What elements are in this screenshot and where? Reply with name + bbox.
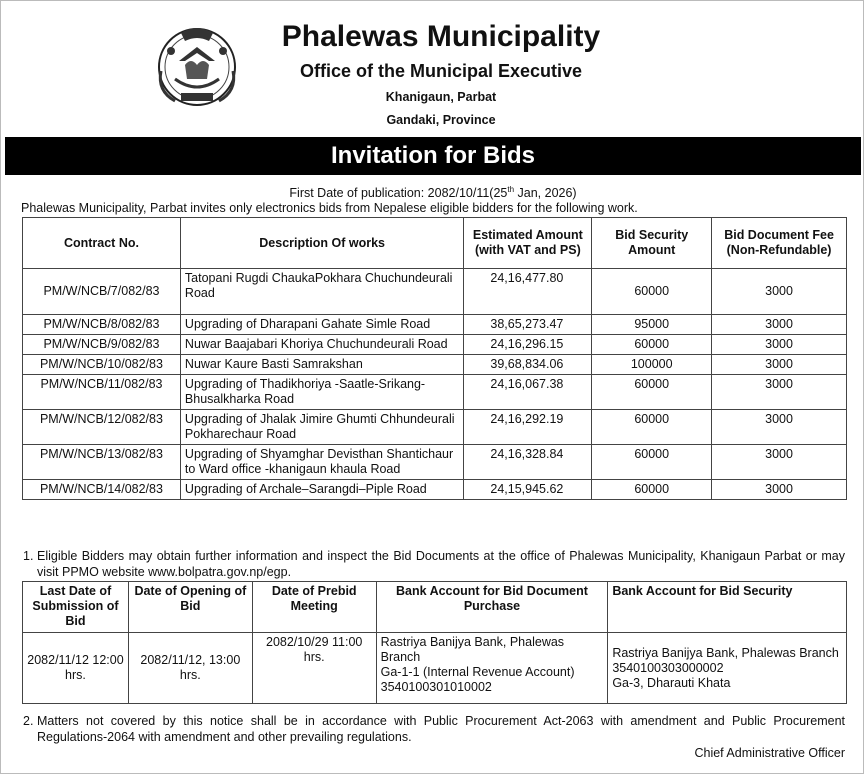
cell-fee: 3000 (712, 315, 847, 335)
cell-prebid: 2082/10/29 11:00 hrs. (252, 633, 376, 704)
cell-security: 60000 (592, 269, 712, 315)
cell-security: 95000 (592, 315, 712, 335)
cell-description: Tatopani Rugdi ChaukaPokhara Chuchundeurali Road (180, 269, 463, 315)
note-2-text: Matters not covered by this notice shall be in accordance with Public Procurement Act-2063 with amendment and Public Procurement Regulations-2064 with amendment and other prevailing regulations. (37, 714, 845, 744)
cell-security: 60000 (592, 335, 712, 355)
cell-estimate: 38,65,273.47 (464, 315, 592, 335)
bank-sec-line1: Rastriya Banijya Bank, Phalewas Branch (612, 645, 839, 660)
cell-security: 60000 (592, 375, 712, 410)
cell-security: 60000 (592, 480, 712, 500)
cell-estimate: 24,16,292.19 (464, 410, 592, 445)
table-row (23, 480, 847, 500)
cell-description: Upgrading of Jhalak Jimire Ghumti Chhundeurali Pokharechaur Road (180, 410, 463, 445)
header-bank-security: Bank Account for Bid Security (608, 582, 847, 633)
address-line1: Khanigaun, Parbat (385, 90, 497, 104)
cell-contract: PM/W/NCB/10/082/83 (23, 355, 181, 375)
cell-security: 60000 (592, 410, 712, 445)
cell-description: Upgrading of Shyamghar Devisthan Shantichaur to Ward office -khanigaun khaula Road (180, 445, 463, 480)
cell-fee: 3000 (712, 410, 847, 445)
table-row (23, 445, 847, 480)
cell-estimate: 24,15,945.62 (464, 480, 592, 500)
cell-contract: PM/W/NCB/11/082/83 (23, 375, 181, 410)
cell-fee: 3000 (712, 335, 847, 355)
header-prebid: Date of Prebid Meeting (252, 582, 376, 633)
cell-contract: PM/W/NCB/7/082/83 (23, 269, 181, 315)
header-fee: Bid Document Fee (Non-Refundable) (712, 218, 847, 269)
cell-fee: 3000 (712, 269, 847, 315)
cell-security: 60000 (592, 445, 712, 480)
table-row (23, 375, 847, 410)
cell-security: 100000 (592, 355, 712, 375)
dates-table (22, 581, 847, 704)
bank-sec-line3: Ga-3, Dharauti Khata (612, 675, 731, 690)
bank-doc-line2: Ga-1-1 (Internal Revenue Account) (380, 665, 575, 679)
cell-bank-security (608, 633, 847, 704)
org-name: Phalewas Municipality (281, 20, 601, 53)
note-2 (23, 713, 849, 745)
cell-contract: PM/W/NCB/14/082/83 (23, 480, 181, 500)
header-opening: Date of Opening of Bid (128, 582, 252, 633)
cell-fee: 3000 (712, 355, 847, 375)
cell-description: Upgrading of Dharapani Gahate Simle Road (180, 315, 463, 335)
note-1-number: 1. (23, 549, 34, 563)
table-row (23, 355, 847, 375)
cell-opening: 2082/11/12, 13:00 hrs. (128, 633, 252, 704)
header-description: Description Of works (180, 218, 463, 269)
bank-sec-line2: 3540100303000002 (612, 660, 724, 675)
cell-estimate: 24,16,477.80 (464, 269, 592, 315)
bank-doc-line1: Rastriya Banijya Bank, Phalewas Branch (380, 635, 565, 664)
header-contract: Contract No. (23, 218, 181, 269)
address-line2: Gandaki, Province (386, 113, 496, 127)
nepal-emblem-icon (151, 21, 243, 109)
cell-estimate: 24,16,296.15 (464, 335, 592, 355)
cell-fee: 3000 (712, 445, 847, 480)
table-row (23, 410, 847, 445)
notice-title: Invitation for Bids (5, 137, 861, 175)
cell-fee: 3000 (712, 480, 847, 500)
cell-fee: 3000 (712, 375, 847, 410)
cell-submission: 2082/11/12 12:00 hrs. (23, 633, 129, 704)
bids-table (22, 217, 847, 500)
table-row (23, 633, 847, 704)
note-2-number: 2. (23, 714, 34, 728)
cell-contract: PM/W/NCB/13/082/83 (23, 445, 181, 480)
cell-description: Nuwar Kaure Basti Samrakshan (180, 355, 463, 375)
publication-date: First Date of publication: 2082/10/11(25th Jan, 2026) (289, 185, 577, 201)
table-row (23, 335, 847, 355)
bids-header-row (23, 218, 847, 269)
intro-text: Phalewas Municipality, Parbat invites only electronics bids from Nepalese eligible bidders for the following work. (21, 201, 638, 215)
office-name: Office of the Municipal Executive (299, 61, 583, 81)
note-1-text: Eligible Bidders may obtain further information and inspect the Bid Documents at the office of Phalewas Municipality, Khanigaun Parbat or may visit PPMO website www.bolpatra.gov.np/egp. (37, 549, 845, 579)
dates-header-row (23, 582, 847, 633)
header-bank-doc: Bank Account for Bid Document Purchase (376, 582, 608, 633)
table-row (23, 269, 847, 315)
header-submission: Last Date of Submission of Bid (23, 582, 129, 633)
table-row (23, 315, 847, 335)
header-security: Bid Security Amount (592, 218, 712, 269)
cell-description: Upgrading of Thadikhoriya -Saatle-Srikang-Bhusalkharka Road (180, 375, 463, 410)
note-1 (23, 548, 849, 580)
cell-bank-doc (376, 633, 608, 704)
signature: Chief Administrative Officer (694, 746, 845, 760)
cell-contract: PM/W/NCB/8/082/83 (23, 315, 181, 335)
cell-estimate: 39,68,834.06 (464, 355, 592, 375)
bank-doc-line3: 3540100301010002 (380, 680, 492, 694)
cell-contract: PM/W/NCB/12/082/83 (23, 410, 181, 445)
cell-contract: PM/W/NCB/9/082/83 (23, 335, 181, 355)
cell-description: Nuwar Baajabari Khoriya Chuchundeurali Road (180, 335, 463, 355)
cell-estimate: 24,16,067.38 (464, 375, 592, 410)
cell-estimate: 24,16,328.84 (464, 445, 592, 480)
cell-description: Upgrading of Archale–Sarangdi–Piple Road (180, 480, 463, 500)
header-estimate: Estimated Amount (with VAT and PS) (464, 218, 592, 269)
